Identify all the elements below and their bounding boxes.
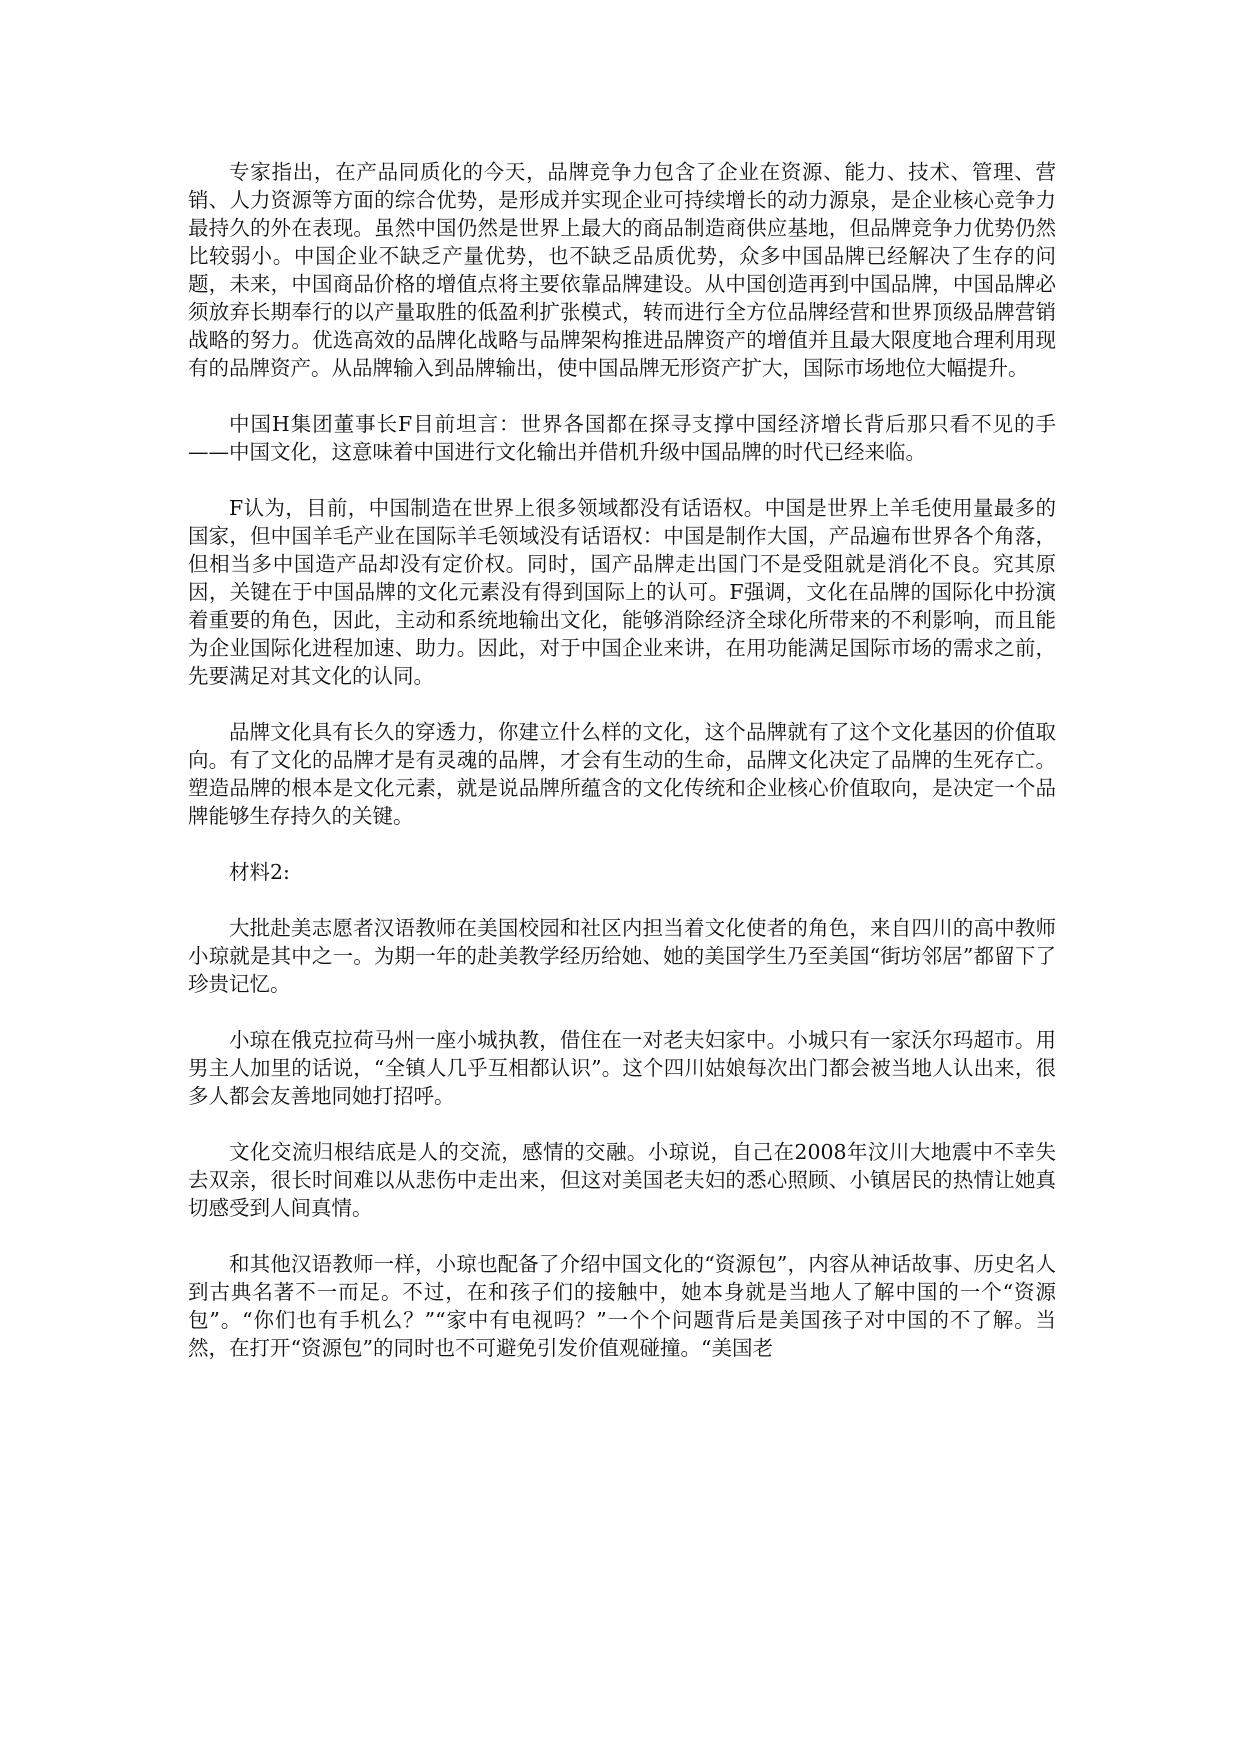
material-2-heading: 材料2: — [229, 860, 290, 884]
paragraph-volunteer-teachers: 大批赴美志愿者汉语教师在美国校园和社区内担当着文化使者的角色，来自四川的高中教师小琼就是其中之一。为期一年的赴美教学经历给她、她的美国学生乃至美国“街坊邻居”都留下了珍贵记忆。 — [188, 916, 1056, 996]
paragraph-h-group-chairman: 中国H集团董事长F目前坦言：世界各国都在探寻支撑中国经济增长背后那只看不见的手——中国文化，这意味着中国进行文化输出并借机升级中国品牌的时代已经来临。 — [188, 412, 1056, 464]
paragraph-resource-pack: 和其他汉语教师一样，小琼也配备了介绍中国文化的“资源包”，内容从神话故事、历史名人到古典名著不一而足。不过，在和孩子们的接触中，她本身就是当地人了解中国的一个“资源包”。“你们也有手机么？”“家中有电视吗？”一个个问题背后是美国孩子对中国的不了解。当然，在打开“资源包”的同时也不可避免引发价值观碰撞。“美国老 — [188, 1252, 1056, 1360]
paragraph-brand-culture: 品牌文化具有长久的穿透力，你建立什么样的文化，这个品牌就有了这个文化基因的价值取向。有了文化的品牌才是有灵魂的品牌，才会有生动的生命，品牌文化决定了品牌的生死存亡。塑造品牌的根本是文化元素，就是说品牌所蕴含的文化传统和企业核心价值取向，是决定一个品牌能够生存持久的关键。 — [188, 720, 1056, 828]
paragraph-brand-competitiveness: 专家指出，在产品同质化的今天，品牌竞争力包含了企业在资源、能力、技术、管理、营销、人力资源等方面的综合优势，是形成并实现企业可持续增长的动力源泉，是企业核心竞争力最持久的外在表现。虽然中国仍然是世界上最大的商品制造商供应基地，但品牌竞争力优势仍然比较弱小。中国企业不缺乏产量优势，也不缺乏品质优势，众多中国品牌已经解决了生存的问题，未来，中国商品价格的增值点将主要依靠品牌建设。从中国创造再到中国品牌，中国品牌必须放弃长期奉行的以产量取胜的低盈利扩张模式，转而进行全方位品牌经营和世界顶级品牌营销战略的努力。优选高效的品牌化战略与品牌架构推进品牌资产的增值并且最大限度地合理利用现有的品牌资产。从品牌输入到品牌输出，使中国品牌无形资产扩大，国际市场地位大幅提升。 — [188, 160, 1056, 380]
document-body — [188, 158, 1056, 1390]
paragraph-f-opinion: F认为，目前，中国制造在世界上很多领域都没有话语权。中国是世界上羊毛使用量最多的国家，但中国羊毛产业在国际羊毛领域没有话语权：中国是制作大国，产品遍布世界各个角落，但相当多中国造产品却没有定价权。同时，国产品牌走出国门不是受阻就是消化不良。究其原因，关键在于中国品牌的文化元素没有得到国际上的认可。F强调，文化在品牌的国际化中扮演着重要的角色，因此，主动和系统地输出文化，能够消除经济全球化所带来的不利影响，而且能为企业国际化进程加速、助力。因此，对于中国企业来讲，在用功能满足国际市场的需求之前，先要满足对其文化的认同。 — [188, 496, 1056, 688]
paragraph-oklahoma-town: 小琼在俄克拉荷马州一座小城执教，借住在一对老夫妇家中。小城只有一家沃尔玛超市。用男主人加里的话说，“全镇人几乎互相都认识”。这个四川姑娘每次出门都会被当地人认出来，很多人都会友善地同她打招呼。 — [188, 1028, 1056, 1108]
paragraph-cultural-exchange: 文化交流归根结底是人的交流，感情的交融。小琼说，自己在2008年汶川大地震中不幸失去双亲，很长时间难以从悲伤中走出来，但这对美国老夫妇的悉心照顾、小镇居民的热情让她真切感受到人间真情。 — [188, 1140, 1056, 1220]
